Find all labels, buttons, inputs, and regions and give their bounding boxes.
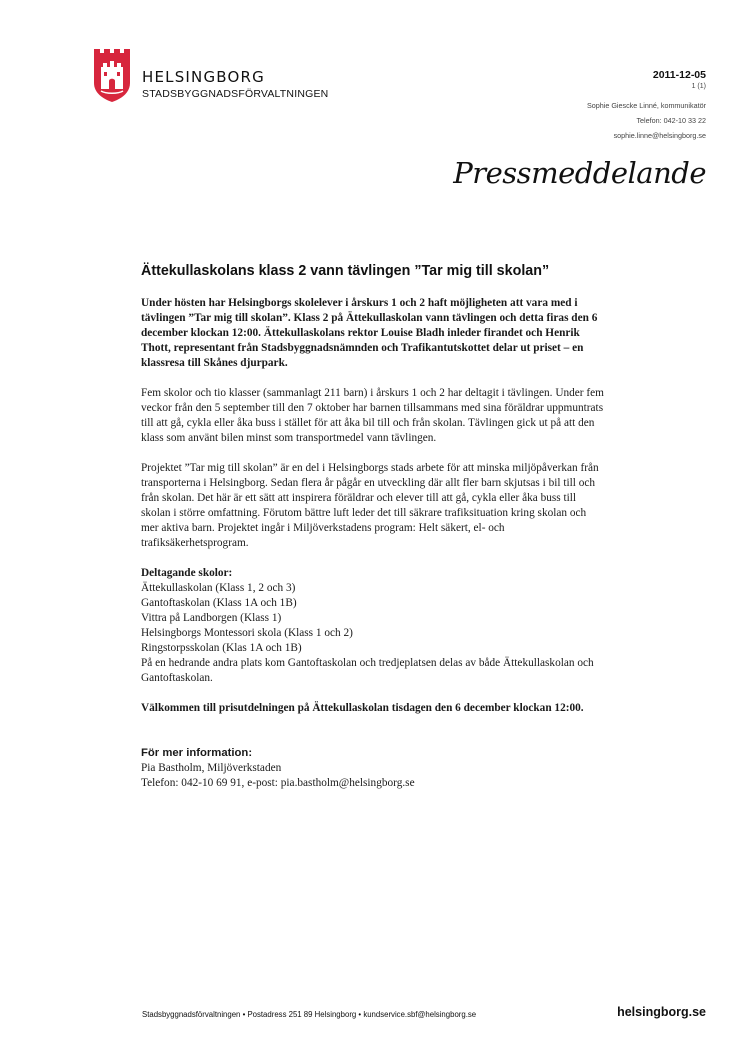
- article-paragraph-2: Projektet ”Tar mig till skolan” är en del i Helsingborgs stads arbete för att minska miljöpåverkan från transporterna i Helsingborg. Sedan flera år pågår en utveckling där allt fler barn skjutsas i bil till och från skolan. Det här är ett sätt att inspirera föräldrar och elever till att gå, cykla eller åka buss till skolan i större omfattning. Förutom bättre luft leder det till säkrare trafiksituation kring skolan och mer aktiva barn. Projektet ingår i Miljöverkstadens program: Helt säkert, el- och trafiksäkerhetsprogram.: [141, 462, 599, 549]
- list-item: Ringstorpsskolan (Klas 1A och 1B): [141, 642, 302, 654]
- contact-phone: Telefon: 042-10 33 22: [636, 116, 706, 125]
- department-name: STADSBYGGNADSFÖRVALTNINGEN: [142, 88, 329, 100]
- info-heading: För mer information:: [141, 747, 253, 759]
- footer-website: helsingborg.se: [617, 1005, 706, 1019]
- contact-email: sophie.linne@helsingborg.se: [613, 131, 706, 140]
- document-meta: [587, 69, 706, 143]
- info-name: Pia Bastholm, Miljöverkstaden: [141, 762, 282, 774]
- placements-text: På en hedrande andra plats kom Gantoftaskolan och tredjeplatsen delas av både Ättekullaskolan och Gantoftaskolan.: [141, 657, 594, 684]
- document-date: 2011-12-05: [652, 69, 706, 81]
- article-paragraph-1: Fem skolor och tio klasser (sammanlagt 211 barn) i årskurs 1 och 2 har deltagit i tävlingen. Under fem veckor från den 5 september till den 7 oktober har barnen tillsammans med sina föräldrar uppmuntrats till att gå, cykla eller åka buss i stället för att åka bil till och från skolan. Tävlingen gick ut på att den klass som använt bilen minst som transportmedel vann tävlingen.: [141, 387, 604, 444]
- article-headline: Ättekullaskolans klass 2 vann tävlingen ”Tar mig till skolan”: [141, 263, 550, 279]
- contact-name: Sophie Giescke Linné, kommunikatör: [586, 101, 706, 110]
- schools-list: [141, 566, 606, 686]
- page-number: 1 (1): [691, 83, 706, 90]
- list-item: Gantoftaskolan (Klass 1A och 1B): [141, 597, 297, 609]
- list-item: Vittra på Landborgen (Klass 1): [141, 612, 282, 624]
- brand-name: HELSINGBORG: [142, 68, 265, 86]
- article-body: [141, 262, 606, 791]
- document-type-title: Pressmeddelande: [453, 156, 706, 190]
- welcome-text: Välkommen till prisutdelningen på Ättekullaskolan tisdagen den 6 december klockan 12:00.: [141, 702, 584, 714]
- list-item: Helsingborgs Montessori skola (Klass 1 och 2): [141, 627, 353, 639]
- helsingborg-coat-of-arms-icon: [92, 47, 132, 103]
- footer-address: Stadsbyggnadsförvaltningen • Postadress 251 89 Helsingborg • kundservice.sbf@helsingborg.se: [142, 1010, 477, 1019]
- info-contact: Telefon: 042-10 69 91, e-post: pia.bastholm@helsingborg.se: [141, 777, 415, 789]
- article-lead: Under hösten har Helsingborgs skolelever i årskurs 1 och 2 haft möjligheten att vara med i tävlingen ”Tar mig till skolan”. Klass 2 på Ättekullaskolan vann tävlingen och detta firas den 6 december klockan 12:00. Ättekullaskolans rektor Louise Bladh inleder firandet och Henrik Thott, representant från Stadsbyggnadsnämnden och Trafikantutskottet delar ut priset – en klassresa till Skånes djurpark.: [141, 297, 598, 369]
- list-item: Ättekullaskolan (Klass 1, 2 och 3): [141, 582, 296, 594]
- brand-block: [142, 68, 328, 100]
- schools-heading: Deltagande skolor:: [141, 567, 233, 579]
